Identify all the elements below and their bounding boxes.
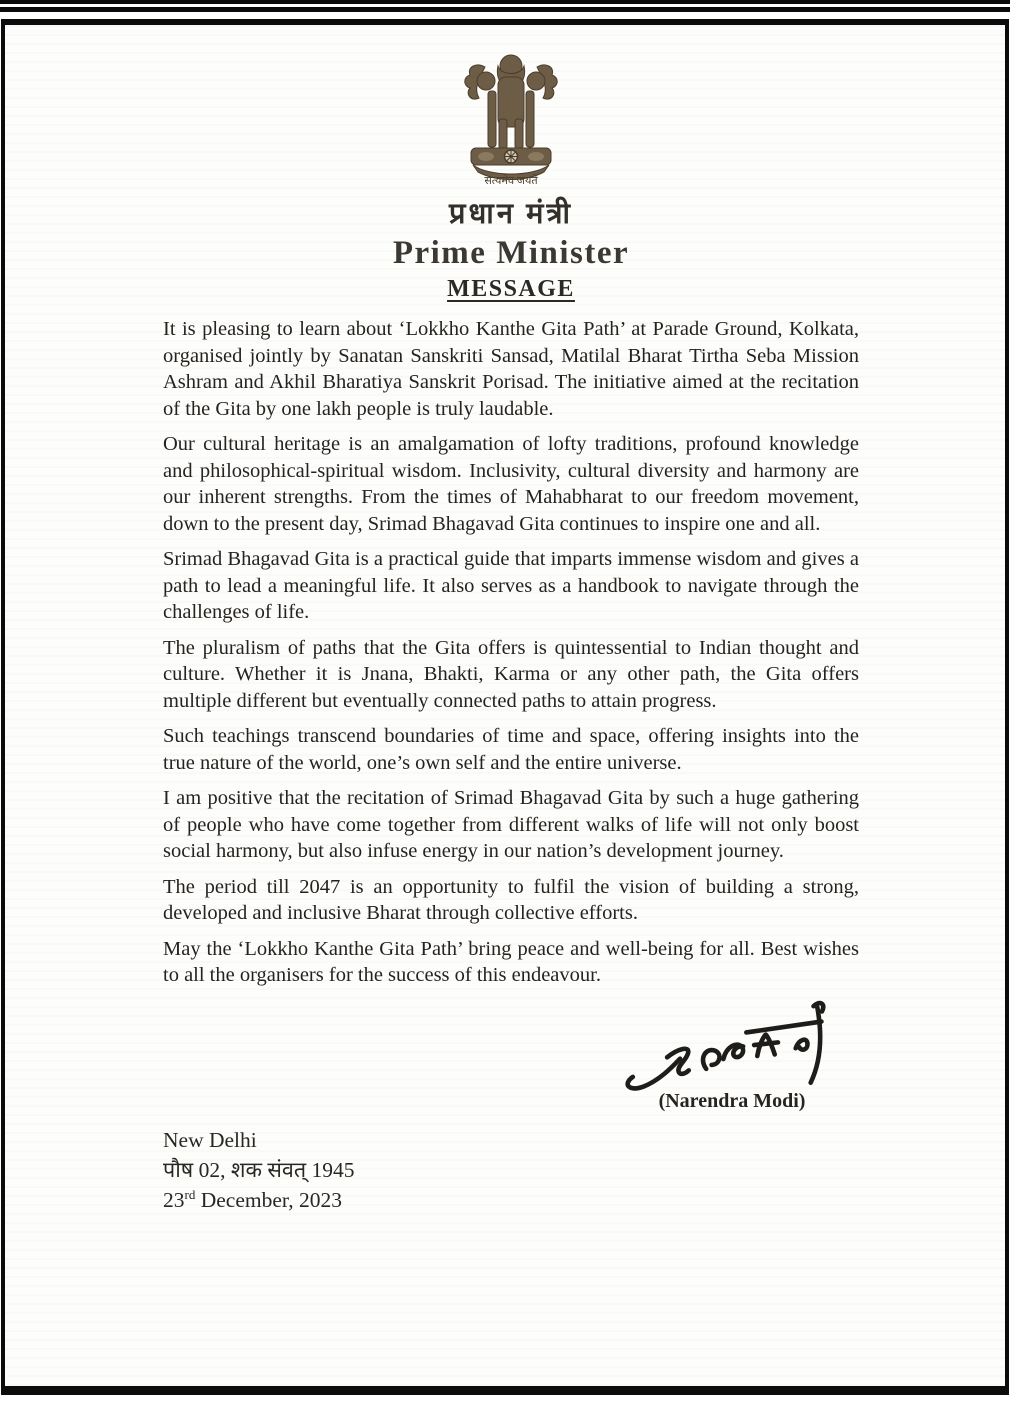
- scan-artifact-stripe-top: [0, 0, 1010, 4]
- paragraph-4: The pluralism of paths that the Gita offers is quintessential to Indian thought and culture. Whether it is Jnana, Bhakti, Karma or any other path, the Gita offers multiple different but eventually connected paths to attain progress.: [163, 636, 859, 712]
- emblem-motto: सत्यमेव जयते: [484, 175, 538, 187]
- scan-artifact-stripe-second: [0, 7, 1010, 12]
- paragraph-3: Srimad Bhagavad Gita is a practical guide that imparts immense wisdom and gives a path to lead a meaningful life. It also serves as a handbook to navigate through the challenges of life.: [163, 548, 859, 623]
- date-ordinal: rd: [184, 1186, 196, 1202]
- letterhead: [163, 51, 859, 303]
- dateline-place: New Delhi: [163, 1127, 257, 1152]
- signatory-name: (Narendra Modi): [658, 1089, 806, 1112]
- paragraph-7: The period till 2047 is an opportunity to fulfil the vision of building a strong, developed and inclusive Bharat through collective efforts.: [163, 875, 859, 924]
- dateline: [163, 1125, 859, 1215]
- letter-page: [1, 19, 1009, 1395]
- date-rest: December, 2023: [195, 1187, 342, 1212]
- paragraph-1: It is pleasing to learn about ‘Lokkho Kanthe Gita Path’ at Parade Ground, Kolkata, organised jointly by Sanatan Sanskriti Sansad, Matilal Bharat Tirtha Seba Mission Ashram and Akhil Bharatiya Sanskrit Porisad. The initiative aimed at the recitation of the Gita by one lakh people is truly laudable.: [163, 318, 859, 420]
- state-emblem-icon: [455, 51, 567, 187]
- dateline-english-date: [163, 1185, 859, 1215]
- letter-content: [5, 25, 1005, 1215]
- paragraph-5: Such teachings transcend boundaries of time and space, offering insights into the true nature of the world, one’s own self and the entire universe.: [163, 725, 859, 774]
- signature-block: [607, 998, 857, 1113]
- date-day: 23: [163, 1187, 185, 1212]
- letter-body: [163, 316, 859, 989]
- message-heading: MESSAGE: [447, 276, 575, 302]
- paragraph-2: Our cultural heritage is an amalgamation of lofty traditions, profound knowledge and philosophical-spiritual wisdom. Inclusivity, cultural diversity and harmony are our inherent strengths. From the times of Mahabharat to our freedom movement, down to the present day, Srimad Bhagavad Gita continues to inspire one and all.: [163, 433, 859, 535]
- signature-image: [610, 993, 853, 1093]
- pm-title-hindi: प्रधान मंत्री: [448, 198, 574, 230]
- pm-title-english: Prime Minister: [392, 235, 630, 271]
- dateline-hindi-date: पौष 02, शक संवत् 1945: [163, 1157, 355, 1182]
- paragraph-8: May the ‘Lokkho Kanthe Gita Path’ bring peace and well-being for all. Best wishes to all the organisers for the success of this endeavour.: [163, 937, 859, 986]
- paragraph-6: I am positive that the recitation of Srimad Bhagavad Gita by such a huge gathering of people who have come together from different walks of life will not only boost social harmony, but also infuse energy in our nation’s development journey.: [163, 787, 859, 862]
